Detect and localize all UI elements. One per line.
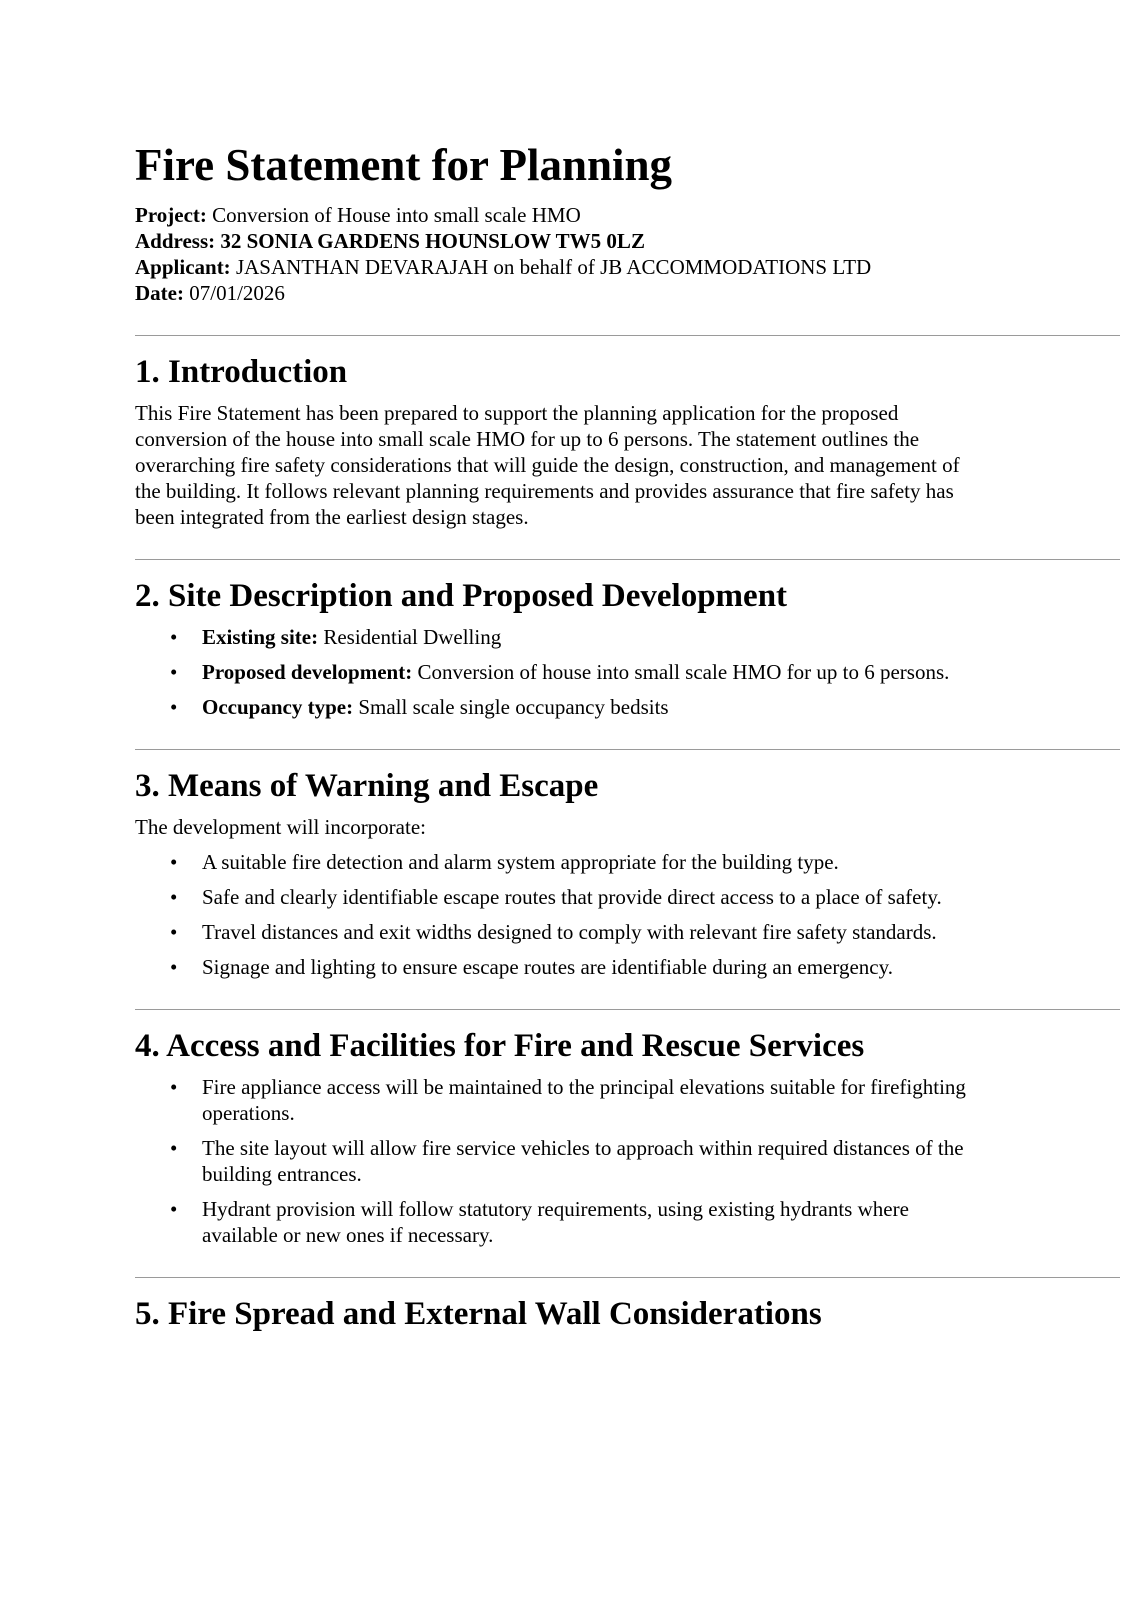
list-item-text: A suitable fire detection and alarm system appropriate for the building type. xyxy=(202,849,839,874)
list-item xyxy=(135,1196,982,1248)
meta-date xyxy=(135,280,1120,306)
section-1-body: This Fire Statement has been prepared to support the planning application for the proposed conversion of the house into small scale HMO for up to 6 persons. The statement outlines the overarching fire safety considerations that will guide the design, construction, and management of the building. It follows relevant planning requirements and provides assurance that fire safety has been integrated from the earliest design stages. xyxy=(135,400,960,529)
meta-applicant-value: JASANTHAN DEVARAJAH on behalf of JB ACCOMMODATIONS LTD xyxy=(235,254,872,279)
document-title: Fire Statement for Planning xyxy=(135,140,673,190)
bullet-icon: • xyxy=(170,1196,178,1221)
meta-address-value: 32 SONIA GARDENS HOUNSLOW TW5 0LZ xyxy=(220,228,645,253)
section-2-heading: 2. Site Description and Proposed Development xyxy=(135,577,788,614)
bullet-icon: • xyxy=(170,624,178,649)
section-1-heading: 1. Introduction xyxy=(135,353,348,390)
bullet-icon: • xyxy=(170,954,178,979)
bullet-icon: • xyxy=(170,919,178,944)
section-3-list xyxy=(135,849,1120,980)
list-item-text: Small scale single occupancy bedsits xyxy=(358,694,669,719)
list-item xyxy=(135,884,982,910)
meta-date-value: 07/01/2026 xyxy=(189,280,285,305)
section-4-heading: 4. Access and Facilities for Fire and Rescue Services xyxy=(135,1027,865,1064)
bullet-icon: • xyxy=(170,1074,178,1099)
list-item xyxy=(135,694,982,720)
list-item xyxy=(135,954,982,980)
list-item-text: Hydrant provision will follow statutory requirements, using existing hydrants where available or new ones if necessary. xyxy=(202,1196,909,1247)
meta-address-label: Address: xyxy=(135,228,216,253)
bullet-icon: • xyxy=(170,694,178,719)
bullet-icon: • xyxy=(170,659,178,684)
list-item-label: Proposed development: xyxy=(202,659,413,684)
meta-applicant-label: Applicant: xyxy=(135,254,231,279)
meta-project-value: Conversion of House into small scale HMO xyxy=(212,202,581,227)
list-item-label: Existing site: xyxy=(202,624,319,649)
section-3-intro: The development will incorporate: xyxy=(135,814,426,839)
list-item xyxy=(135,624,982,650)
section-divider xyxy=(135,1009,1120,1010)
list-item xyxy=(135,849,982,875)
list-item xyxy=(135,1135,982,1187)
list-item-text: Signage and lighting to ensure escape routes are identifiable during an emergency. xyxy=(202,954,894,979)
list-item xyxy=(135,1074,982,1126)
list-item-text: Safe and clearly identifiable escape routes that provide direct access to a place of safety. xyxy=(202,884,942,909)
list-item xyxy=(135,659,982,685)
document-page xyxy=(135,140,1120,1341)
meta-address xyxy=(135,228,1120,254)
bullet-icon: • xyxy=(170,884,178,909)
list-item-text: Fire appliance access will be maintained to the principal elevations suitable for firefighting operations. xyxy=(202,1074,966,1125)
list-item-text: Conversion of house into small scale HMO for up to 6 persons. xyxy=(417,659,950,684)
section-4-list xyxy=(135,1074,1120,1248)
meta-project-label: Project: xyxy=(135,202,207,227)
document-meta xyxy=(135,202,1120,306)
list-item-text: Travel distances and exit widths designed to comply with relevant fire safety standards. xyxy=(202,919,937,944)
section-2-list xyxy=(135,624,1120,720)
section-divider xyxy=(135,335,1120,336)
list-item-text: Residential Dwelling xyxy=(323,624,502,649)
list-item-label: Occupancy type: xyxy=(202,694,354,719)
meta-project xyxy=(135,202,1120,228)
meta-date-label: Date: xyxy=(135,280,184,305)
section-divider xyxy=(135,559,1120,560)
meta-applicant xyxy=(135,254,1120,280)
section-5-heading: 5. Fire Spread and External Wall Considerations xyxy=(135,1295,822,1332)
list-item xyxy=(135,919,982,945)
bullet-icon: • xyxy=(170,849,178,874)
section-divider xyxy=(135,749,1120,750)
section-3-heading: 3. Means of Warning and Escape xyxy=(135,767,599,804)
section-divider xyxy=(135,1277,1120,1278)
bullet-icon: • xyxy=(170,1135,178,1160)
list-item-text: The site layout will allow fire service vehicles to approach within required distances of the building entrances. xyxy=(202,1135,964,1186)
